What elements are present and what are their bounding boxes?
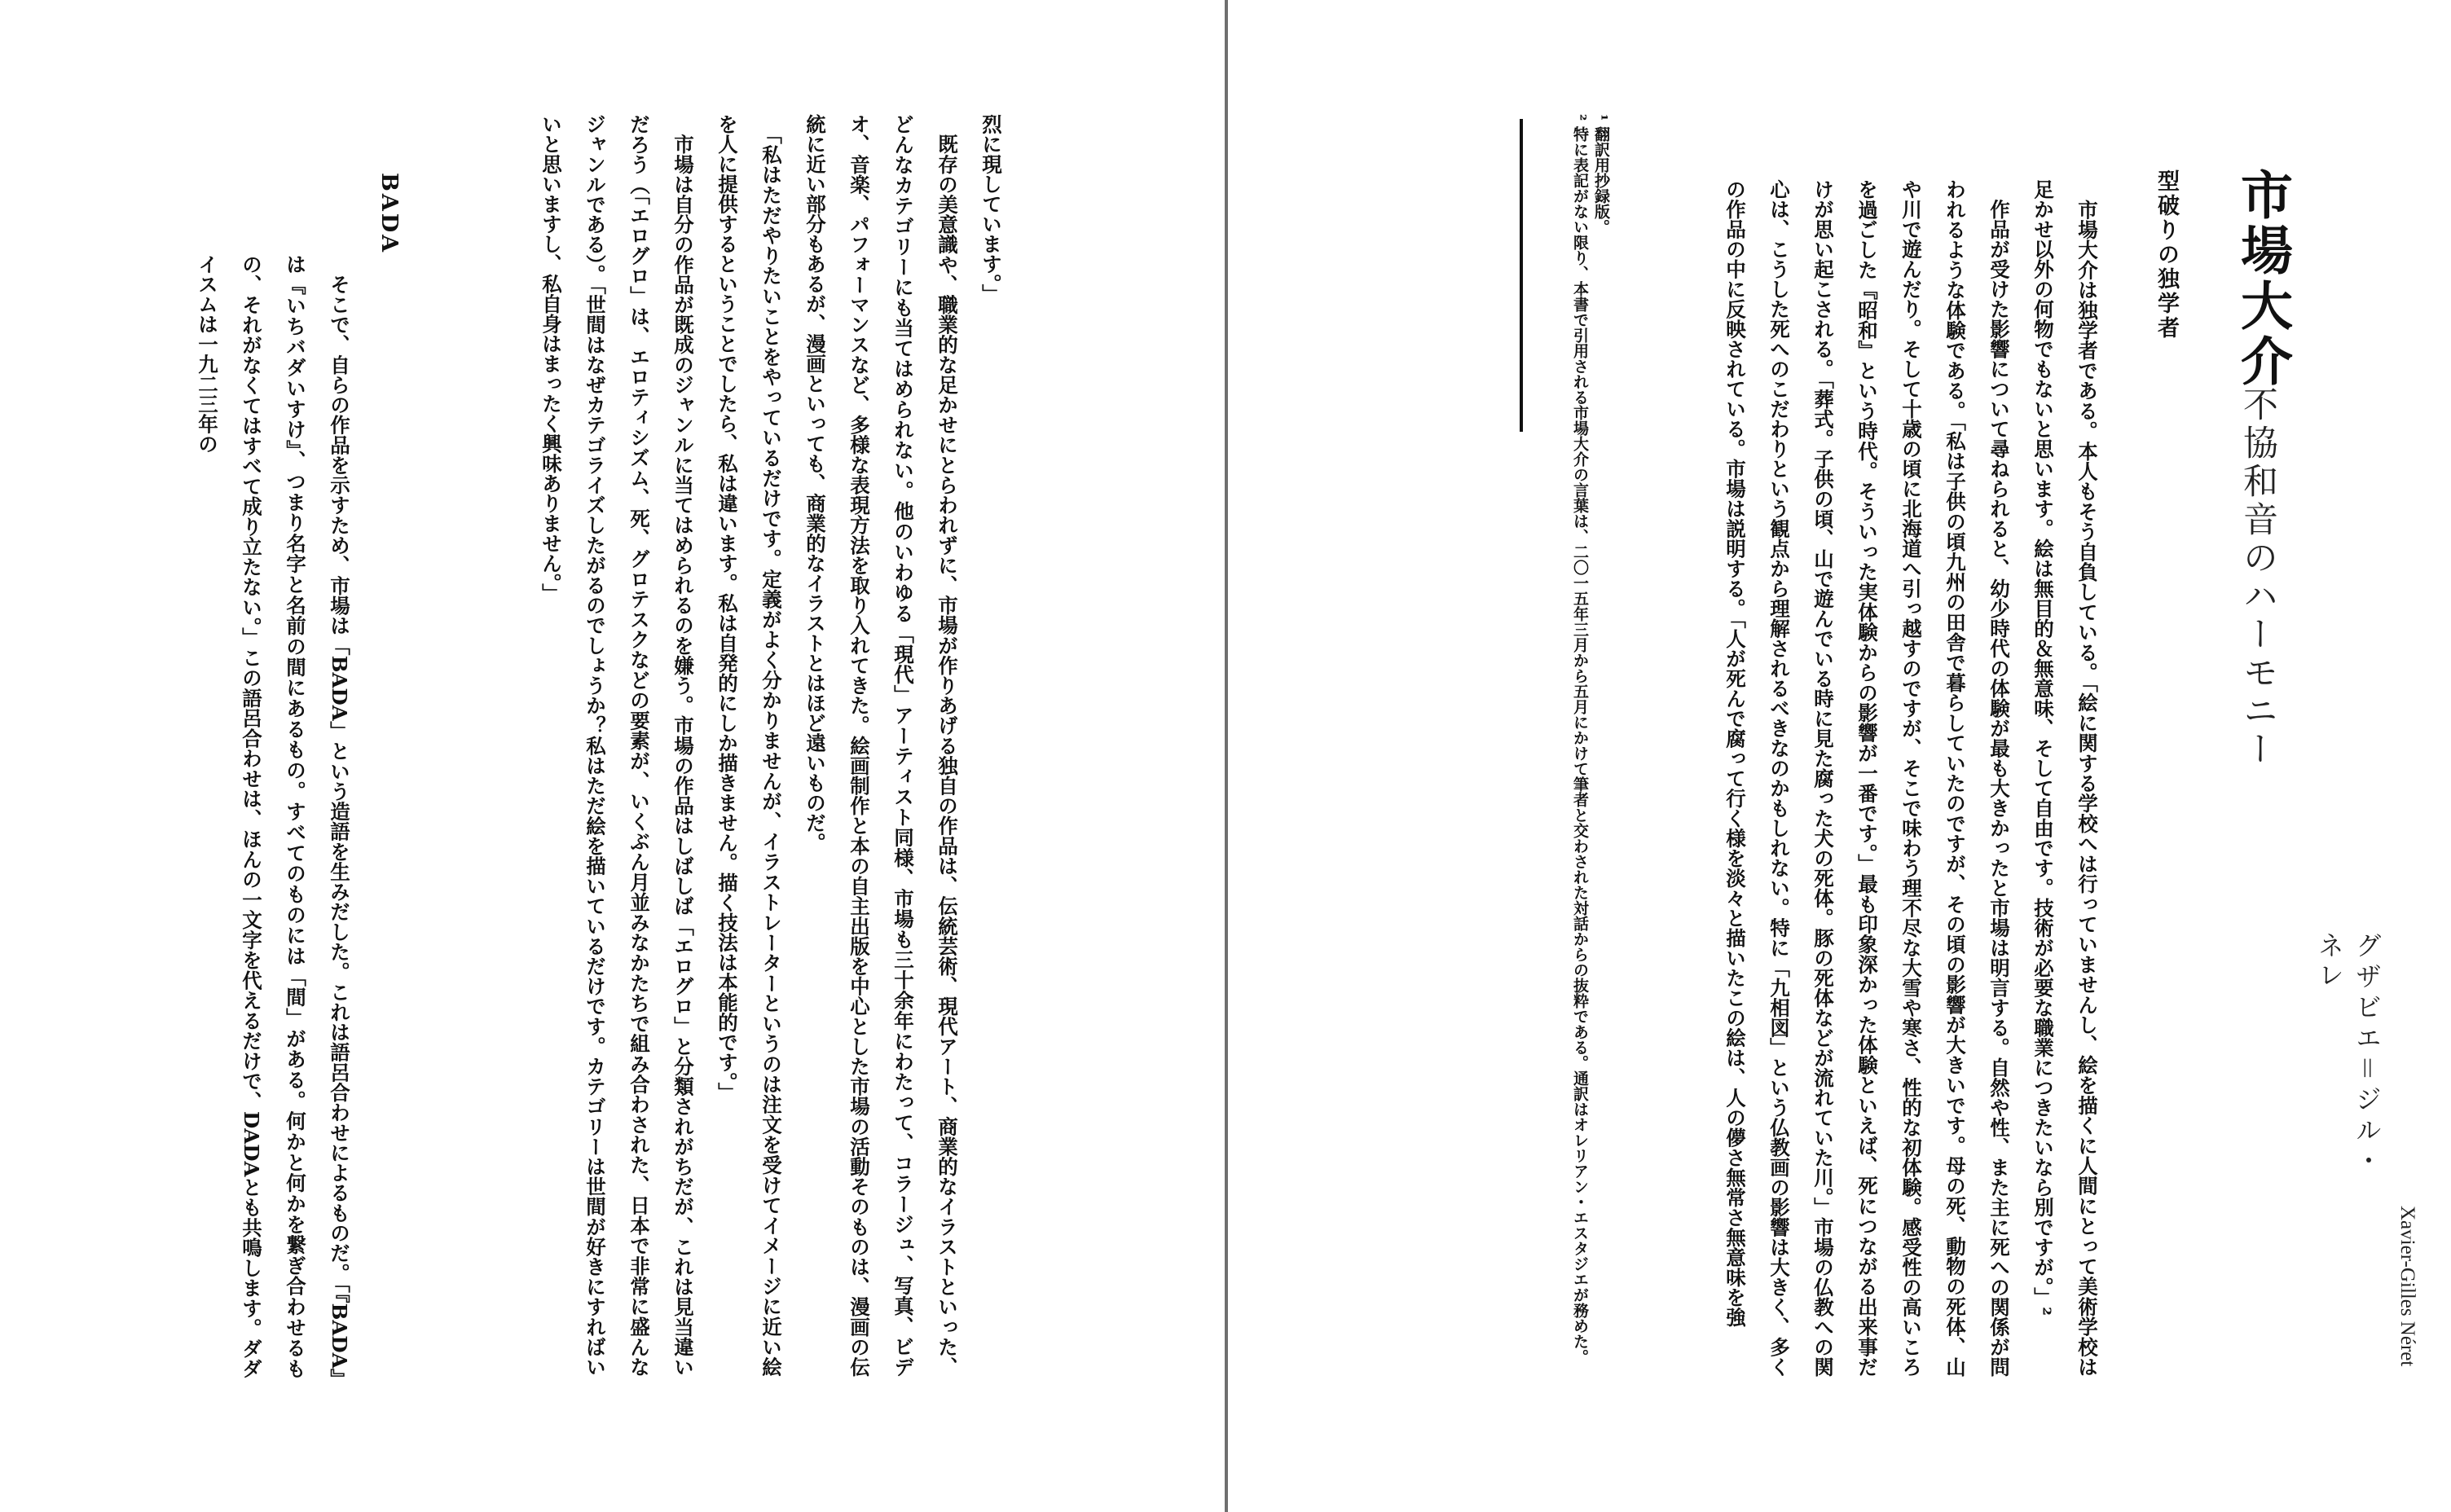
chapter-subtitle: 不協和音のハーモニー [2238, 386, 2278, 769]
body-text-right: 市場大介は独学者である。本人もそう自負している。「絵に関する学校へは行っていませんし、絵を描くに人間にとって美術学校は足かせ以外の何物でもないと思います。絵は無目的＆無意味、そして自由です。技術が必要な職業につきたいなら別ですが。」² 作品が受けた影響について尋ねられると、幼少時代の体験が最も大きかったと市場は明言する。自然や性、また主に死への関係が問われるような体験である。「私は子供の頃九州の田舎で暮らしていたのですが、その頃の影響が大きいです。母の死、動物の死体、山や川で遊んだり。そして十歳の頃に北海道へ引っ越すのですが、そこで味わう理不尽な大雪や寒さ、性的な初体験。感受性の高いころを過ごした『昭和』という時代。そういった実体験からの影響が一番です。」最も印象深かった体験といえば、死につながる出来事だけが思い起こされる。「葬式。子供の頃、山で遊んでいる時に見た腐った犬の死体。豚の死体などが流れていた川。」市場の仏教への関心は、こうした死へのこだわりという観点から理解されるべきなのかもしれない。特に「九相図」という仏教画の影響は大きく、多くの作品の中に反映されている。市場は説明する。「人が死んで腐って行く様を淡々と描いたこの絵は、人の儚さ無常さ無意味を強 [1723, 179, 2099, 1378]
body-text-left-bada: そこで、自らの作品を示すため、市場は「BADA」という造語を生みだした。これは語呂合わせによるものだ。「『BADA』は『いちバダいすけ』、つまり名字と名前の間にあるもの。すべてのものには「間」がある。何かと何かを繋ぎ合わせるもの、それがなくてはすべて成り立たない。」この語呂合わせは、ほんの一文字を代えるだけで、DADAとも共鳴します。ダダイスムは一九二三年の [196, 254, 351, 1379]
section-heading-bada: BADA [376, 173, 402, 255]
footnote-rule [1520, 119, 1523, 432]
section-heading: 型破りの独学者 [2154, 169, 2179, 341]
body-text-left: 烈に現しています。」 既存の美意識や、職業的な足かせにとらわれずに、市場が作りあげる独自の作品は、伝統芸術、現代アート、商業的なイラストといった、どんなカテゴリーにも当てはめられない。他のいわゆる「現代」アーティスト同様、市場も三十余年にわたって、コラージュ、写真、ビデオ、音楽、パフォーマンスなど、多様な表現方法を取り入れてきた。絵画制作と本の自主出版を中心とした市場の活動そのものは、漫画の伝統に近い部分もあるが、漫画といっても、商業的なイラストとはほど遠いものだ。 「私はただやりたいことをやっているだけです。定義がよく分かりませんが、イラストレーターというのは注文を受けてイメージに近い絵を人に提供するということでしたら、私は違います。私は自発的にしか描きません。描く技法は本能的です。」 市場は自分の作品が既成のジャンルに当てはめられるのを嫌う。市場の作品はしばしば「エログロ」と分類されがちだが、これは見当違いだろう（「エログロ」は、エロティシズム、死、グロテスクなどの要素が、いくぶん月並みなかたちで組み合わされた、日本で非常に盛んなジャンルである）。「世間はなぜカテゴライズしたがるのでしょうか？私はただ絵を描いているだけです。カテゴリーは世間が好きにすればいいと思いますし、私自身はまったく興味ありません。」 [539, 114, 1003, 1378]
footnotes: ¹ 翻訳用抄録版。 ² 特に表記がない限り、本書で引用される市場大介の言葉は、二〇一五年三月から五月にかけて筆者と交わされた対話からの抜粋である。通訳はオレリアン・エスタジエが務めた。 [1571, 114, 1610, 1365]
author-name-ja: グザビエ＝ジル・ネレ [2314, 932, 2383, 1176]
left-page [0, 0, 1225, 1512]
author-name-en: Xavier-Gilles Néret [2396, 1206, 2418, 1367]
chapter-title: 市場大介 [2232, 168, 2293, 389]
right-page [1228, 0, 2451, 1512]
